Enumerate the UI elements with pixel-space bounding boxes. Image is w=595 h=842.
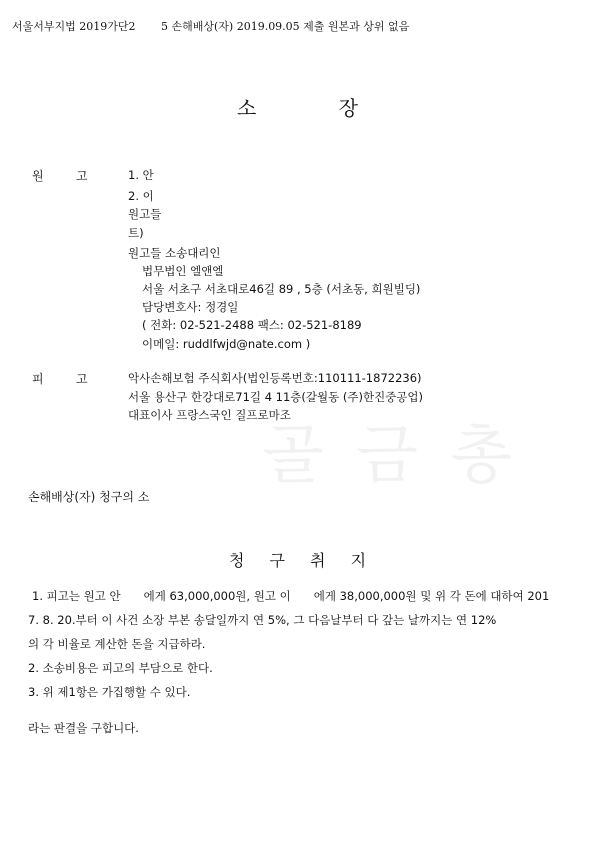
defendant-line: 대표이사 프랑스국인 질프로마조 [128, 408, 291, 422]
claim-line: 의 각 비율로 계산한 돈을 지급하라. [28, 637, 206, 651]
plaintiff-line: 1. 안 [128, 168, 154, 182]
closing-text: 라는 판결을 구합니다. [28, 721, 139, 735]
defendant-label-2: 고 [76, 372, 88, 386]
agent-line: 담당변호사: 정경일 [142, 300, 239, 314]
defendant-line: 서울 용산구 한강대로71길 4 11층(갈월동 (주)한진중공업) [128, 390, 423, 404]
agent-line: 서울 서초구 서초대로46길 89 , 5층 (서초동, 희원빌딩) [142, 282, 421, 296]
agent-line: ( 전화: 02-521-2488 팩스: 02-521-8189 [142, 318, 362, 332]
defendant-line: 악사손해보험 주식회사(법인등록번호:110111-1872236) [128, 371, 422, 385]
defendant-label-1: 피 [32, 372, 44, 386]
plaintiff-label-2: 고 [76, 169, 88, 183]
claims-section-title: 청 구 취 지 [228, 551, 377, 570]
document-header: 서울서부지법 2019가단2 5 손해배상(자) 2019.09.05 제출 원본과 상위 없음 [12, 20, 410, 33]
agent-line: 이메일: ruddlfwjd@nate.com ) [142, 337, 311, 351]
plaintiff-line: 원고들 [128, 207, 162, 221]
plaintiff-line: 트) [128, 226, 144, 240]
plaintiff-line: 원고들 소송대리인 [128, 246, 221, 260]
watermark: 골 금 총 [262, 419, 519, 493]
claim-line: 3. 위 제1항은 가집행할 수 있다. [28, 685, 191, 699]
claim-line: 7. 8. 20.부터 이 사건 소장 부본 송달일까지 연 5%, 그 다음날부터 다 갚는 날까지는 연 12% [28, 613, 497, 627]
claim-line: 1. 피고는 원고 안 에게 63,000,000원, 원고 이 에게 38,000,000원 및 위 각 돈에 대하여 201 [32, 589, 550, 603]
plaintiff-line: 2. 이 [128, 189, 154, 203]
claim-line: 2. 소송비용은 피고의 부담으로 한다. [28, 661, 213, 675]
plaintiff-label-1: 원 [32, 169, 44, 183]
case-name: 손해배상(자) 청구의 소 [28, 490, 150, 504]
document-title: 소 장 [237, 96, 396, 120]
agent-line: 법무법인 엘앤엘 [142, 264, 224, 278]
